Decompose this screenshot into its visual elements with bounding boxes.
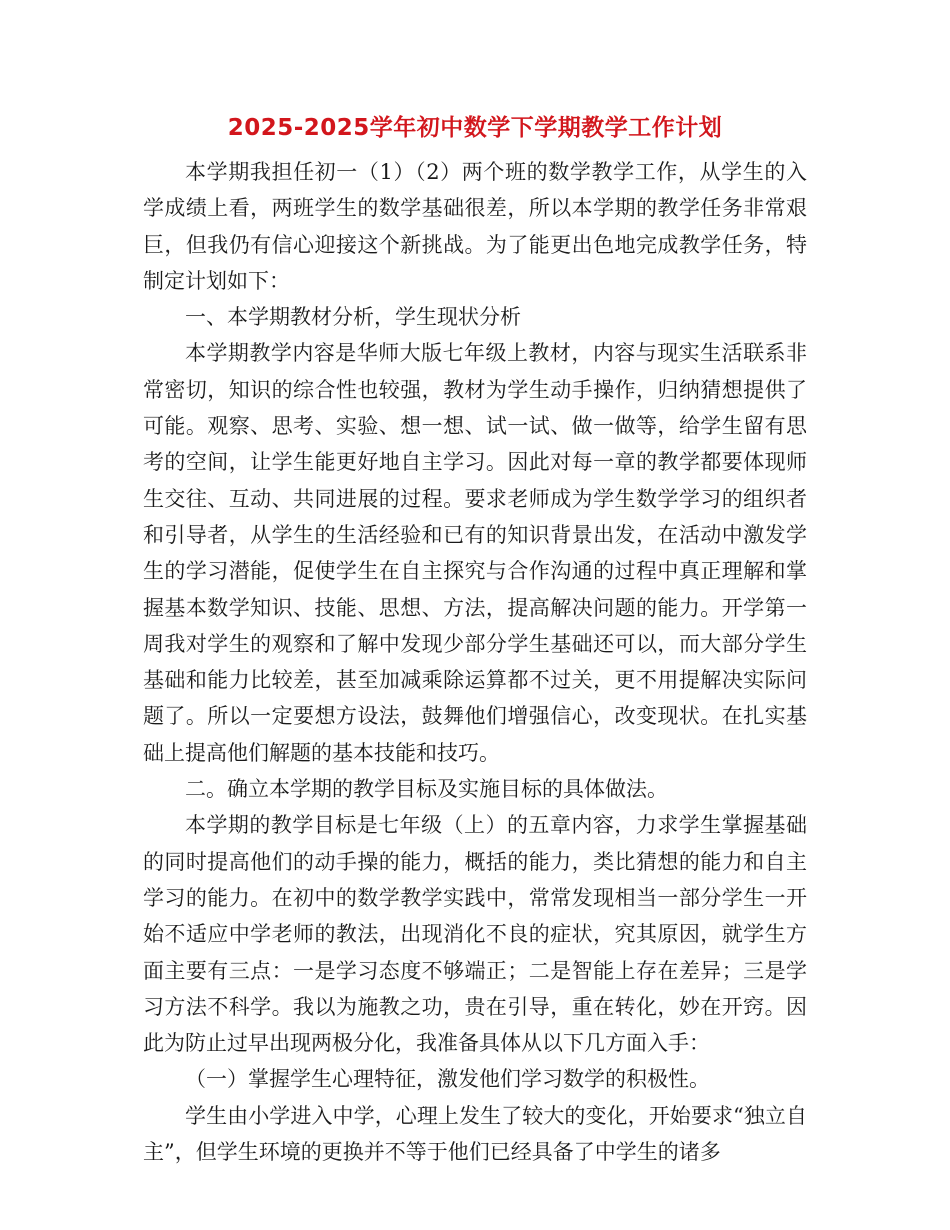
body-paragraph-2: 本学期的教学目标是七年级（上）的五章内容，力求学生掌握基础的同时提高他们的动手操的能力，概括的能力，类比猜想的能力和自主学习的能力。在初中的数学教学实践中，常常发现相当一部分学生一开始不适应中学老师的教法，出现消化不良的症状，究其原因，就学生方面主要有三点：一是学习态度不够端正；二是智能上存在差异；三是学习方法不科学。我以为施教之功，贵在引导，重在转化，妙在开窍。因此为防止过早出现两极分化，我准备具体从以下几方面入手： bbox=[143, 813, 807, 1056]
body-paragraph-1: 本学期教学内容是华师大版七年级上教材，内容与现实生活联系非常密切，知识的综合性也较强，教材为学生动手操作，归纳猜想提供了可能。观察、思考、实验、想一想、试一试、做一做等，给学生留有思考的空间，让学生能更好地自主学习。因此对每一章的教学都要体现师生交往、互动、共同进展的过程。要求老师成为学生数学学习的组织者和引导者，从学生的生活经验和已有的知识背景出发，在活动中激发学生的学习潜能，促使学生在自主探究与合作沟通的过程中真正理解和掌握基本数学知识、技能、思想、方法，提高解决问题的能力。开学第一周我对学生的观察和了解中发现少部分学生基础还可以，而大部分学生基础和能力比较差，甚至加减乘除运算都不过关，更不用提解决实际问题了。所以一定要想方设法，鼓舞他们增强信心，改变现状。在扎实基础上提高他们解题的基本技能和技巧。 bbox=[143, 341, 807, 765]
intro-paragraph: 本学期我担任初一（1）（2）两个班的数学教学工作，从学生的入学成绩上看，两班学生的数学基础很差，所以本学期的教学任务非常艰巨，但我仍有信心迎接这个新挑战。为了能更出色地完成教学任务，特制定计划如下： bbox=[143, 160, 807, 293]
section-heading-2: 二。确立本学期的教学目标及实施目标的具体做法。 bbox=[185, 777, 668, 802]
body-paragraph-3: 学生由小学进入中学，心理上发生了较大的变化，开始要求“独立自主”，但学生环境的更换并不等于他们已经具备了中学生的诸多 bbox=[143, 1103, 807, 1165]
document-page bbox=[143, 110, 807, 1170]
section-heading-1: 一、本学期教材分析，学生现状分析 bbox=[185, 305, 521, 330]
subsection-heading-1: （一）掌握学生心理特征，激发他们学习数学的积极性。 bbox=[185, 1067, 710, 1092]
document-title: 2025-2025学年初中数学下学期教学工作计划 bbox=[227, 115, 723, 141]
